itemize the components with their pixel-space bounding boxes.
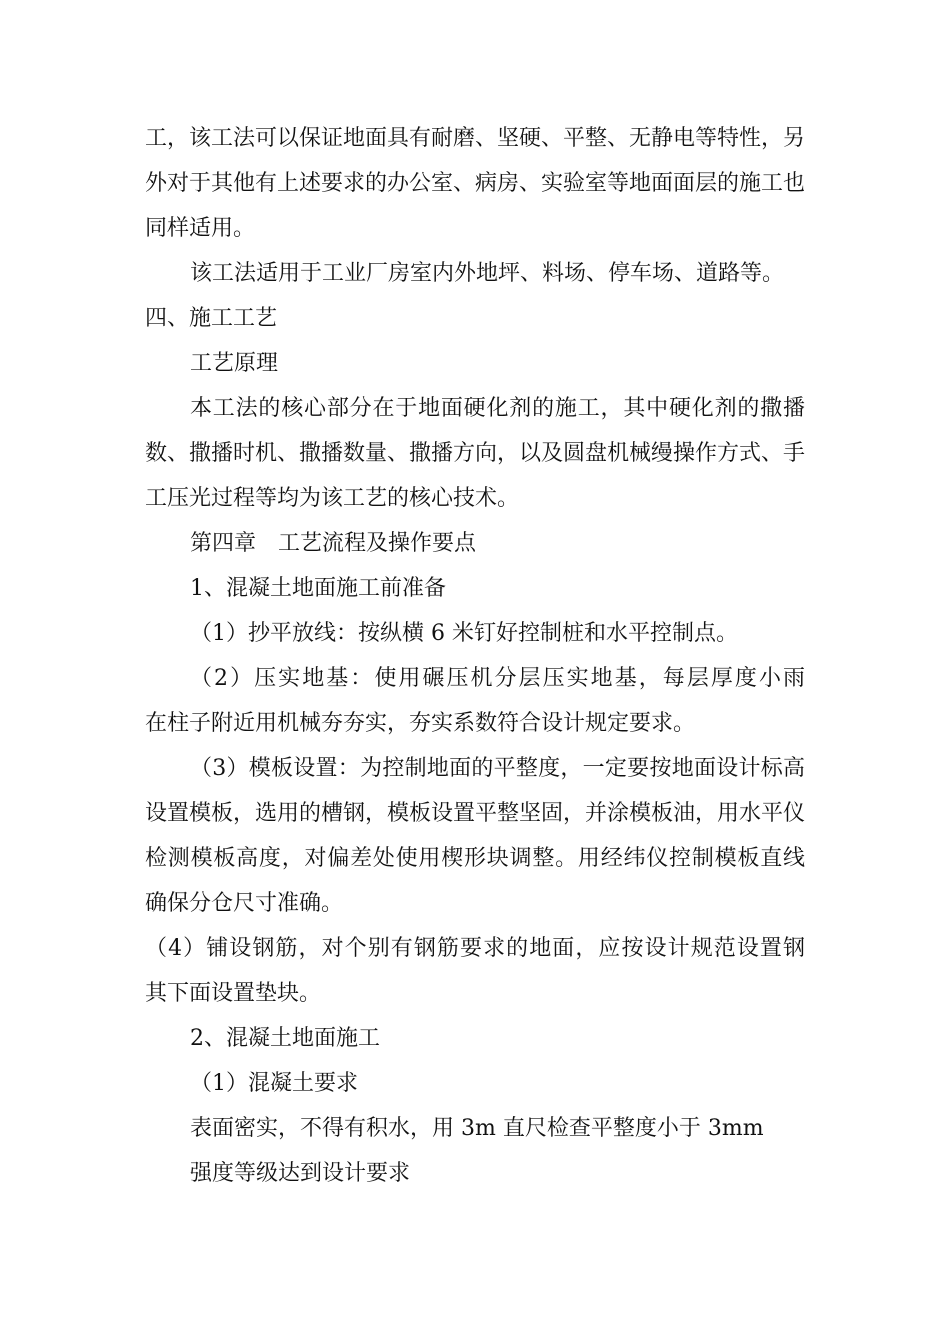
paragraph-line-8: 数、撒播时机、撒播数量、撒播方向，以及圆盘机械缦操作方式、手 (145, 441, 805, 466)
paragraph-line-3: 同样适用。 (145, 216, 256, 241)
step-heading-2: 2、混凝土地面施工 (190, 1026, 380, 1051)
item-4-line-1: （4）铺设钢筋，对个别有钢筋要求的地面，应按设计规范设置钢 (145, 936, 805, 961)
section-heading: 四、施工工艺 (145, 306, 278, 331)
concrete-requirements-heading: （1）混凝土要求 (190, 1071, 358, 1096)
chapter-heading: 第四章 工艺流程及操作要点 (190, 531, 477, 556)
subsection-heading: 工艺原理 (190, 351, 279, 376)
item-3-line-4: 确保分仓尺寸准确。 (145, 891, 344, 916)
item-3-line-3: 检测模板高度，对偏差处使用楔形块调整。用经纬仪控制模板直线 (145, 846, 805, 871)
item-4-line-2: 其下面设置垫块。 (145, 981, 322, 1006)
item-3-line-2: 设置模板，选用的槽钢，模板设置平整坚固，并涂模板油，用水平仪 (145, 801, 805, 826)
item-2-line-1: （2）压实地基：使用碾压机分层压实地基，每层厚度小雨 (190, 666, 805, 691)
paragraph-line-1: 工，该工法可以保证地面具有耐磨、坚硬、平整、无静电等特性，另 (145, 126, 805, 151)
item-3-line-1: （3）模板设置：为控制地面的平整度，一定要按地面设计标高 (190, 756, 805, 781)
item-1: （1）抄平放线：按纵横 6 米钉好控制桩和水平控制点。 (190, 621, 738, 646)
paragraph-line-7: 本工法的核心部分在于地面硬化剂的施工，其中硬化剂的撒播 (190, 396, 805, 421)
paragraph-line-2: 外对于其他有上述要求的办公室、病房、实验室等地面面层的施工也 (145, 171, 805, 196)
paragraph-line-9: 工压光过程等均为该工艺的核心技术。 (145, 486, 520, 511)
requirement-surface: 表面密实，不得有积水，用 3m 直尺检查平整度小于 3mm (190, 1116, 764, 1141)
item-2-line-2: 在柱子附近用机械夯夯实，夯实系数符合设计规定要求。 (145, 711, 696, 736)
paragraph-line-4: 该工法适用于工业厂房室内外地坪、料场、停车场、道路等。 (190, 261, 785, 286)
requirement-strength: 强度等级达到设计要求 (190, 1161, 411, 1186)
step-heading-1: 1、混凝土地面施工前准备 (190, 576, 446, 601)
